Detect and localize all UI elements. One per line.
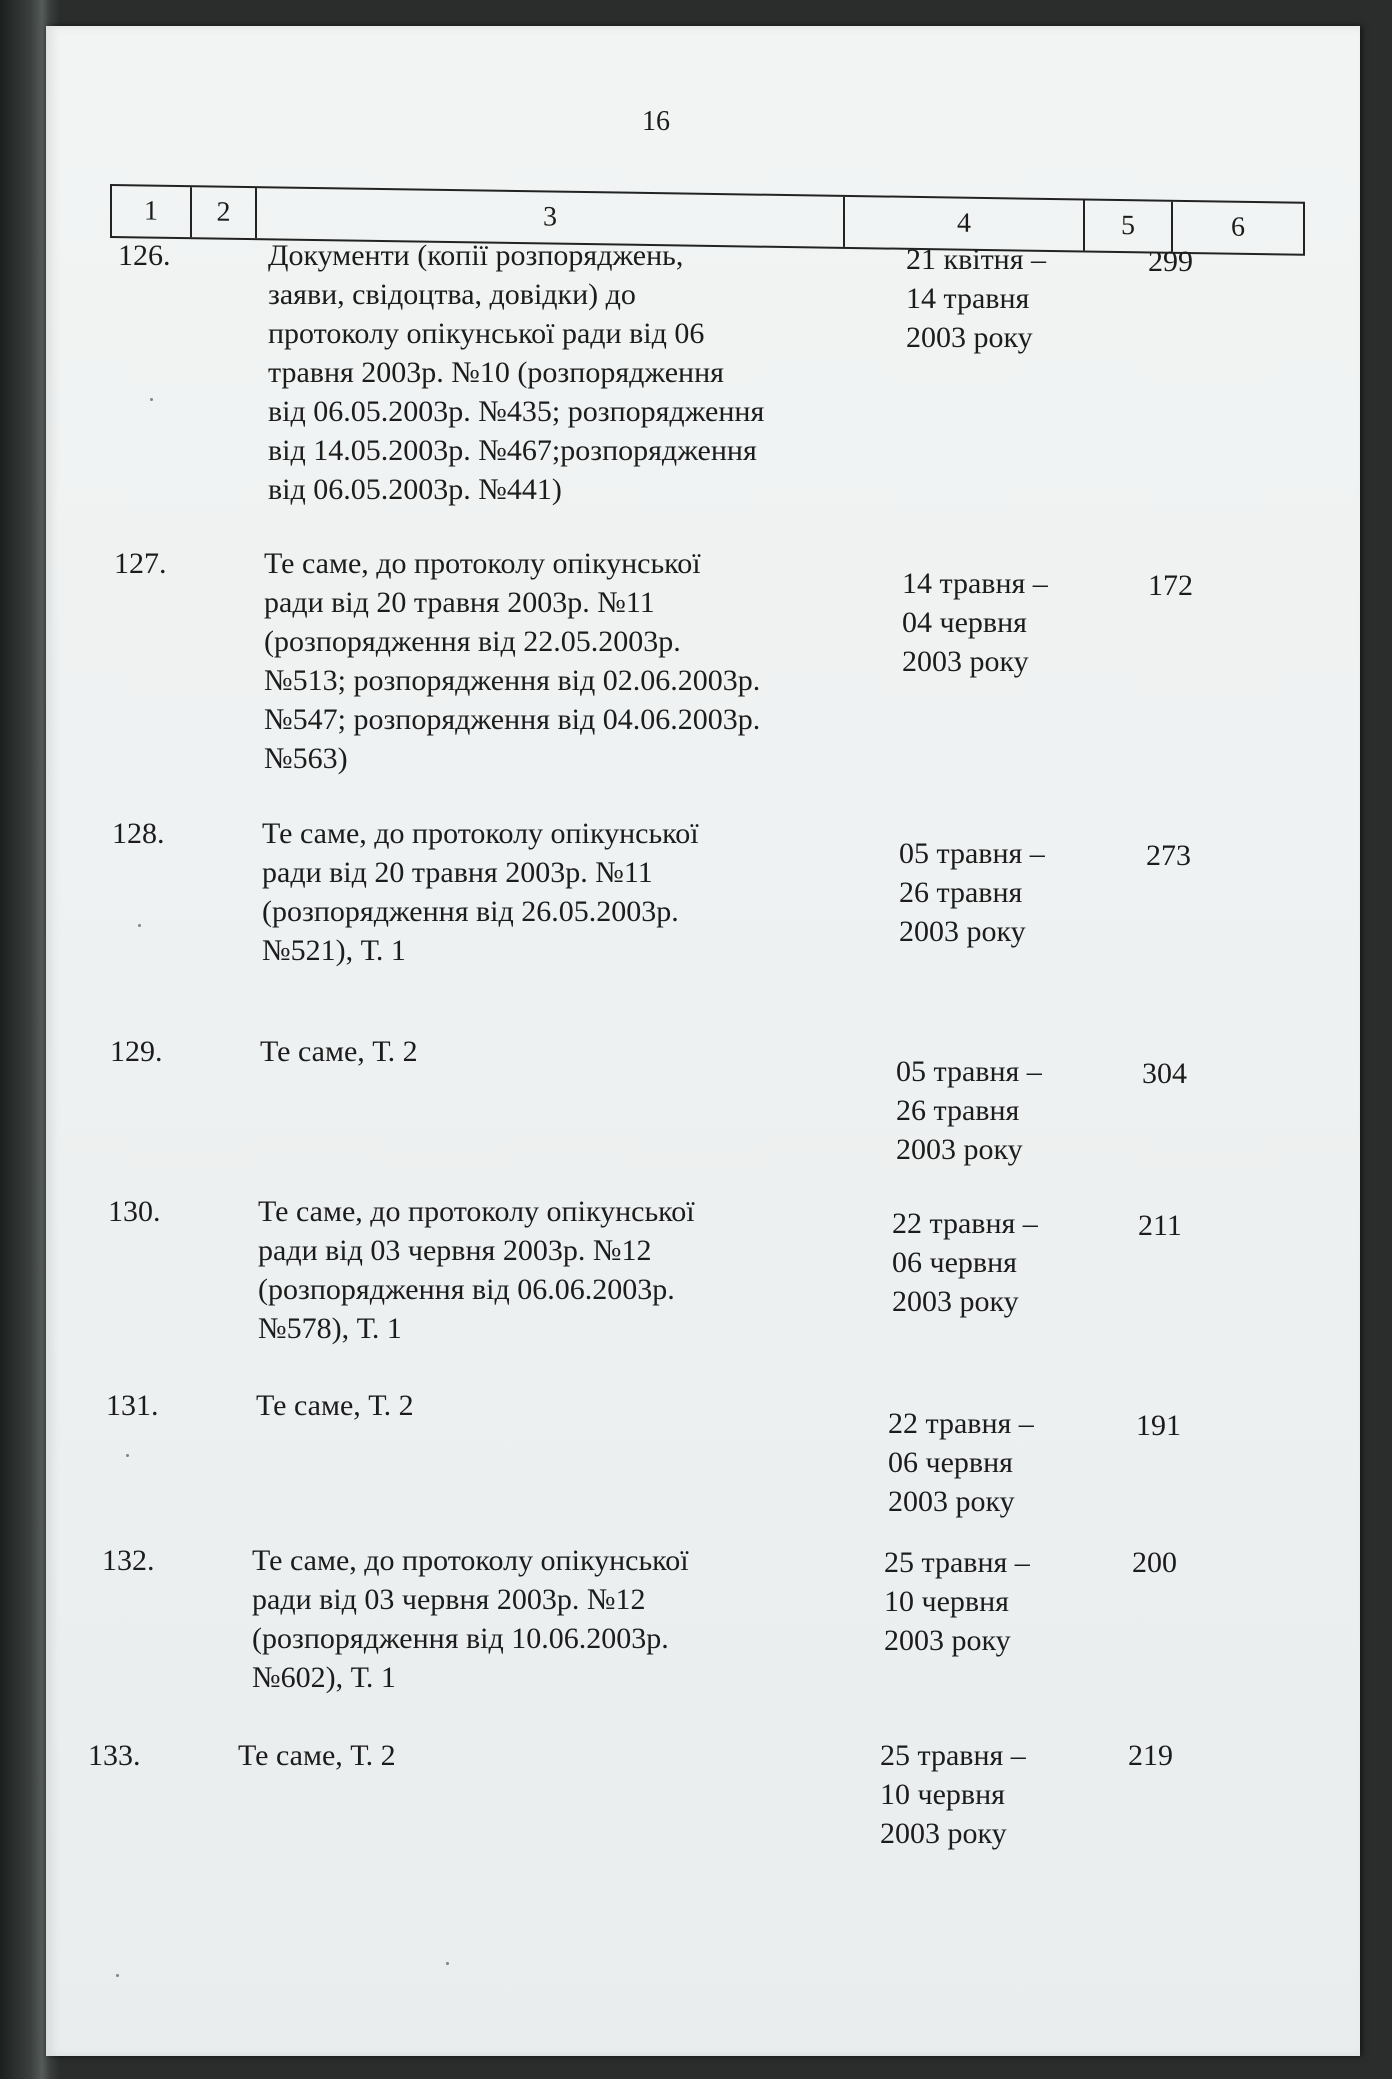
entry-page-count: 273 [1146, 839, 1191, 872]
entry-description [260, 1032, 840, 1071]
date-line: 06 червня [888, 1446, 1013, 1479]
description-line: травня 2003р. №10 (розпорядження [268, 356, 724, 389]
entry-page-count: 304 [1142, 1057, 1187, 1090]
description-line: Те саме, до протоколу опікунської [252, 1544, 689, 1577]
date-line: 22 травня – [888, 1407, 1034, 1440]
entry-number: 133. [88, 1739, 141, 1772]
date-line: 10 червня [880, 1778, 1005, 1811]
date-line: 2003 року [888, 1485, 1015, 1518]
dust-speck [150, 398, 153, 401]
description-line: №513; розпорядження від 02.06.2003р. [264, 664, 761, 697]
entry-dates [892, 1204, 1082, 1321]
date-line: 2003 року [899, 915, 1026, 948]
entry-description [252, 1541, 832, 1697]
document-page [46, 26, 1360, 2056]
entry-page-count: 211 [1138, 1209, 1182, 1242]
date-line: 2003 року [892, 1285, 1019, 1318]
entry-dates [906, 240, 1096, 357]
column-header-4: 4 [845, 197, 1085, 251]
date-line: 10 червня [884, 1585, 1009, 1618]
entry-dates [884, 1543, 1074, 1660]
entry-description [264, 544, 844, 778]
entry-number: 126. [118, 239, 171, 272]
entry-number: 128. [112, 817, 165, 850]
description-line: від 06.05.2003р. №435; розпорядження [268, 395, 765, 428]
entry-dates [896, 1052, 1086, 1169]
date-line: 2003 року [906, 321, 1033, 354]
entry-number: 129. [110, 1035, 163, 1068]
description-line: Те саме, до протоколу опікунської [264, 547, 701, 580]
entry-number: 132. [102, 1544, 155, 1577]
description-line: №547; розпорядження від 04.06.2003р. [264, 703, 761, 736]
entry-description [262, 814, 842, 970]
entry-page-count: 219 [1128, 1739, 1173, 1772]
entry-dates [902, 564, 1092, 681]
description-line: Те саме, Т. 2 [256, 1389, 414, 1422]
entry-dates [888, 1404, 1078, 1521]
entry-page-count: 172 [1148, 569, 1193, 602]
description-line: Те саме, до протоколу опікунської [258, 1195, 695, 1228]
date-line: 05 травня – [899, 837, 1045, 870]
date-line: 2003 року [902, 645, 1029, 678]
description-line: від 06.05.2003р. №441) [268, 473, 562, 506]
description-line: (розпорядження від 22.05.2003р. [264, 625, 681, 658]
description-line: Те саме, до протоколу опікунської [262, 817, 699, 850]
date-line: 05 травня – [896, 1055, 1042, 1088]
dust-speck [116, 1974, 119, 1977]
description-line: ради від 20 травня 2003р. №11 [264, 586, 655, 619]
dust-speck [446, 1962, 449, 1965]
description-line: Документи (копії розпоряджень, [268, 239, 684, 272]
entry-page-count: 299 [1148, 245, 1193, 278]
date-line: 25 травня – [884, 1546, 1030, 1579]
entry-description [256, 1386, 836, 1425]
column-header-5: 5 [1085, 200, 1173, 251]
date-line: 26 травня [899, 876, 1023, 909]
entry-number: 131. [106, 1389, 159, 1422]
entry-description [258, 1192, 838, 1348]
description-line: ради від 03 червня 2003р. №12 [258, 1234, 652, 1267]
date-line: 14 травня [906, 282, 1030, 315]
dust-speck [138, 924, 141, 927]
description-line: №602), Т. 1 [252, 1661, 396, 1694]
dust-speck [126, 1454, 129, 1457]
description-line: №521), Т. 1 [262, 934, 406, 967]
entry-description [268, 236, 848, 509]
description-line: Те саме, Т. 2 [238, 1739, 396, 1772]
entry-dates [899, 834, 1089, 951]
entry-number: 130. [108, 1195, 161, 1228]
entry-description [238, 1736, 818, 1775]
entry-page-count: 191 [1136, 1409, 1181, 1442]
description-line: від 14.05.2003р. №467;розпорядження [268, 434, 757, 467]
description-line: ради від 20 травня 2003р. №11 [262, 856, 653, 889]
description-line: №578), Т. 1 [258, 1312, 402, 1345]
date-line: 14 травня – [902, 567, 1048, 600]
date-line: 25 травня – [880, 1739, 1026, 1772]
column-header-1: 1 [112, 186, 192, 237]
date-line: 2003 року [884, 1624, 1011, 1657]
entries-list [46, 26, 1360, 2056]
column-header-2: 2 [192, 187, 257, 238]
date-line: 22 травня – [892, 1207, 1038, 1240]
column-header-3: 3 [257, 188, 845, 247]
description-line: ради від 03 червня 2003р. №12 [252, 1583, 646, 1616]
description-line: №563) [264, 742, 348, 775]
date-line: 21 квітня – [906, 243, 1047, 276]
entry-page-count: 200 [1132, 1546, 1177, 1579]
date-line: 2003 року [896, 1133, 1023, 1166]
date-line: 26 травня [896, 1094, 1020, 1127]
description-line: протоколу опікунської ради від 06 [268, 317, 705, 350]
description-line: (розпорядження від 06.06.2003р. [258, 1273, 675, 1306]
entry-dates [880, 1736, 1070, 1853]
description-line: Те саме, Т. 2 [260, 1035, 418, 1068]
date-line: 2003 року [880, 1817, 1007, 1850]
column-header-6: 6 [1231, 211, 1245, 243]
date-line: 04 червня [902, 606, 1027, 639]
description-line: заяви, свідоцтва, довідки) до [268, 278, 636, 311]
description-line: (розпорядження від 10.06.2003р. [252, 1622, 669, 1655]
entry-number: 127. [114, 547, 167, 580]
description-line: (розпорядження від 26.05.2003р. [262, 895, 679, 928]
page-number: 16 [642, 106, 670, 137]
date-line: 06 червня [892, 1246, 1017, 1279]
